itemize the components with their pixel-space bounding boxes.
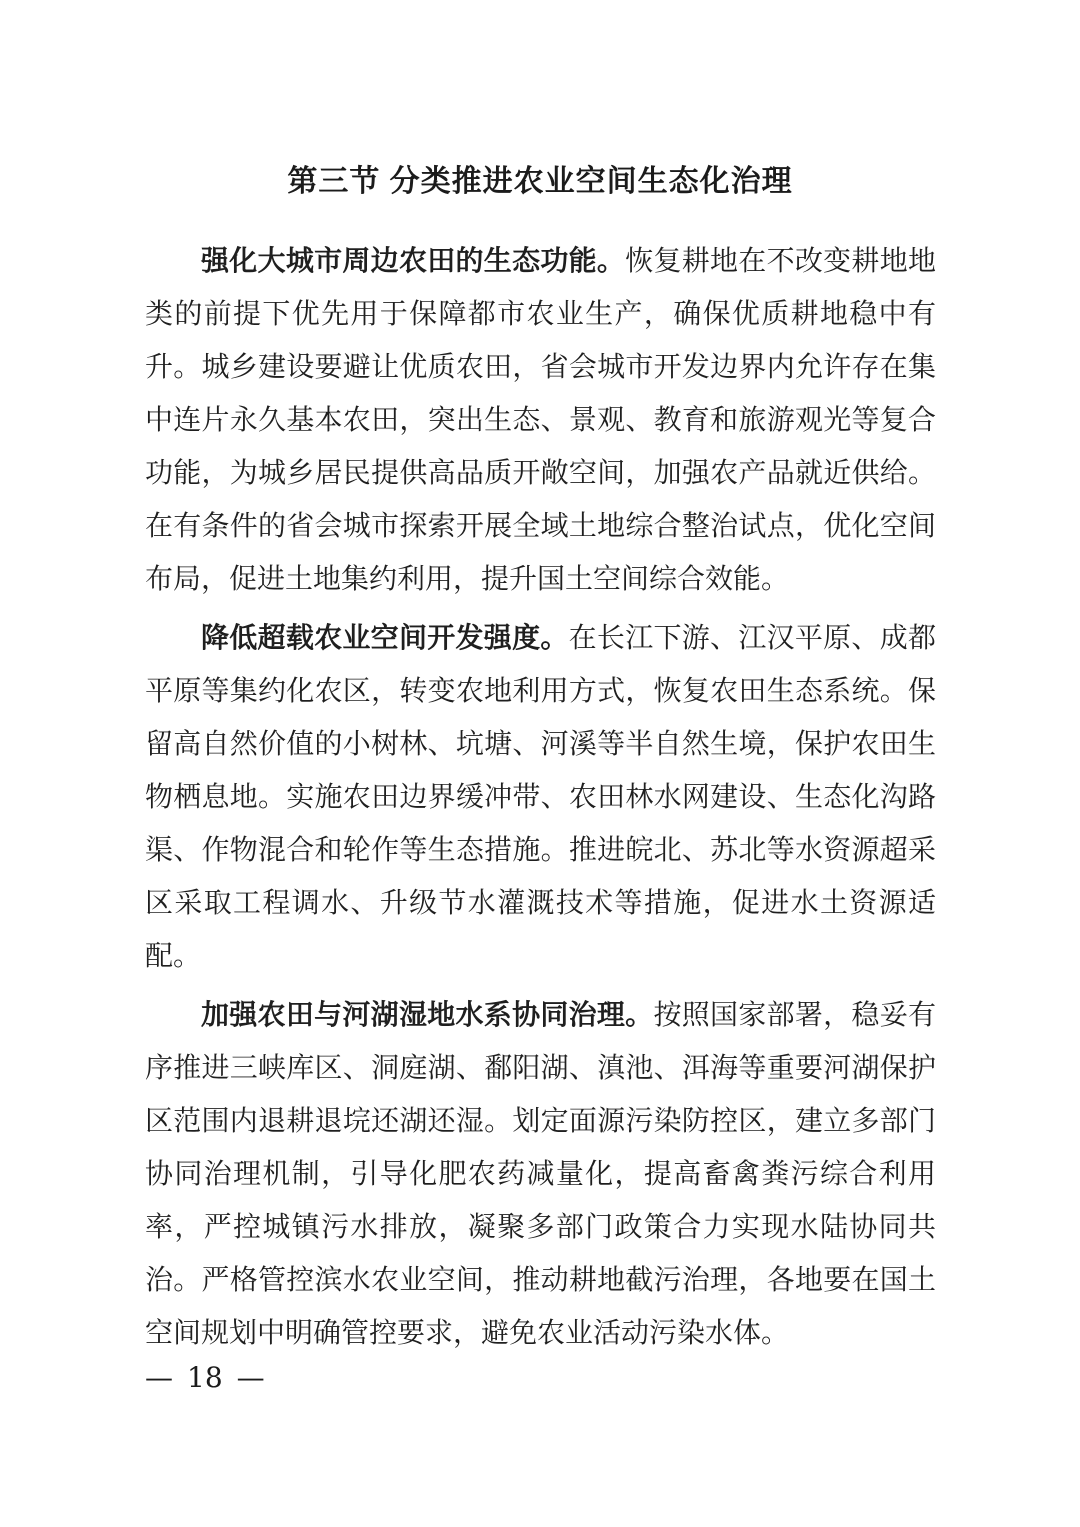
page-number-left-dash: — (145, 1361, 173, 1394)
paragraph-3-lead: 加强农田与河湖湿地水系协同治理。 (201, 998, 654, 1031)
paragraph-2-text: 在长江下游、江汉平原、成都平原等集约化农区，转变农地利用方式，恢复农田生态系统。保留高自然价值的小树林、坑塘、河溪等半自然生境，保护农田生物栖息地。实施农田边界缓冲带、农田林水网建设、生态化沟路渠、作物混合和轮作等生态措施。推进皖北、苏北等水资源超采区采取工程调水、升级节水灌溉技术等措施，促进水土资源适配。 (145, 621, 936, 972)
paragraph-3 (145, 988, 936, 1359)
paragraph-2-lead: 降低超载农业空间开发强度。 (201, 621, 569, 654)
paragraph-1-lead: 强化大城市周边农田的生态功能。 (201, 244, 626, 277)
paragraph-3-text: 按照国家部署，稳妥有序推进三峡库区、洞庭湖、鄱阳湖、滇池、洱海等重要河湖保护区范围内退耕退垸还湖还湿。划定面源污染防控区，建立多部门协同治理机制，引导化肥农药减量化，提高畜禽粪污综合利用率，严控城镇污水排放，凝聚多部门政策合力实现水陆协同共治。严格管控滨水农业空间，推动耕地截污治理，各地要在国土空间规划中明确管控要求，避免农业活动污染水体。 (145, 998, 936, 1349)
paragraph-2 (145, 611, 936, 982)
paragraph-1-text: 恢复耕地在不改变耕地地类的前提下优先用于保障都市农业生产，确保优质耕地稳中有升。城乡建设要避让优质农田，省会城市开发边界内允许存在集中连片永久基本农田，突出生态、景观、教育和旅游观光等复合功能，为城乡居民提供高品质开敞空间，加强农产品就近供给。在有条件的省会城市探索开展全域土地综合整治试点，优化空间布局，促进土地集约利用，提升国土空间综合效能。 (145, 244, 936, 595)
page-number (145, 1358, 265, 1398)
paragraph-1 (145, 234, 936, 605)
page-number-right-dash: — (236, 1361, 265, 1394)
section-title: 第三节 分类推进农业空间生态化治理 (287, 165, 793, 198)
page-number-value: 18 (187, 1361, 223, 1394)
document-body (145, 234, 936, 1359)
